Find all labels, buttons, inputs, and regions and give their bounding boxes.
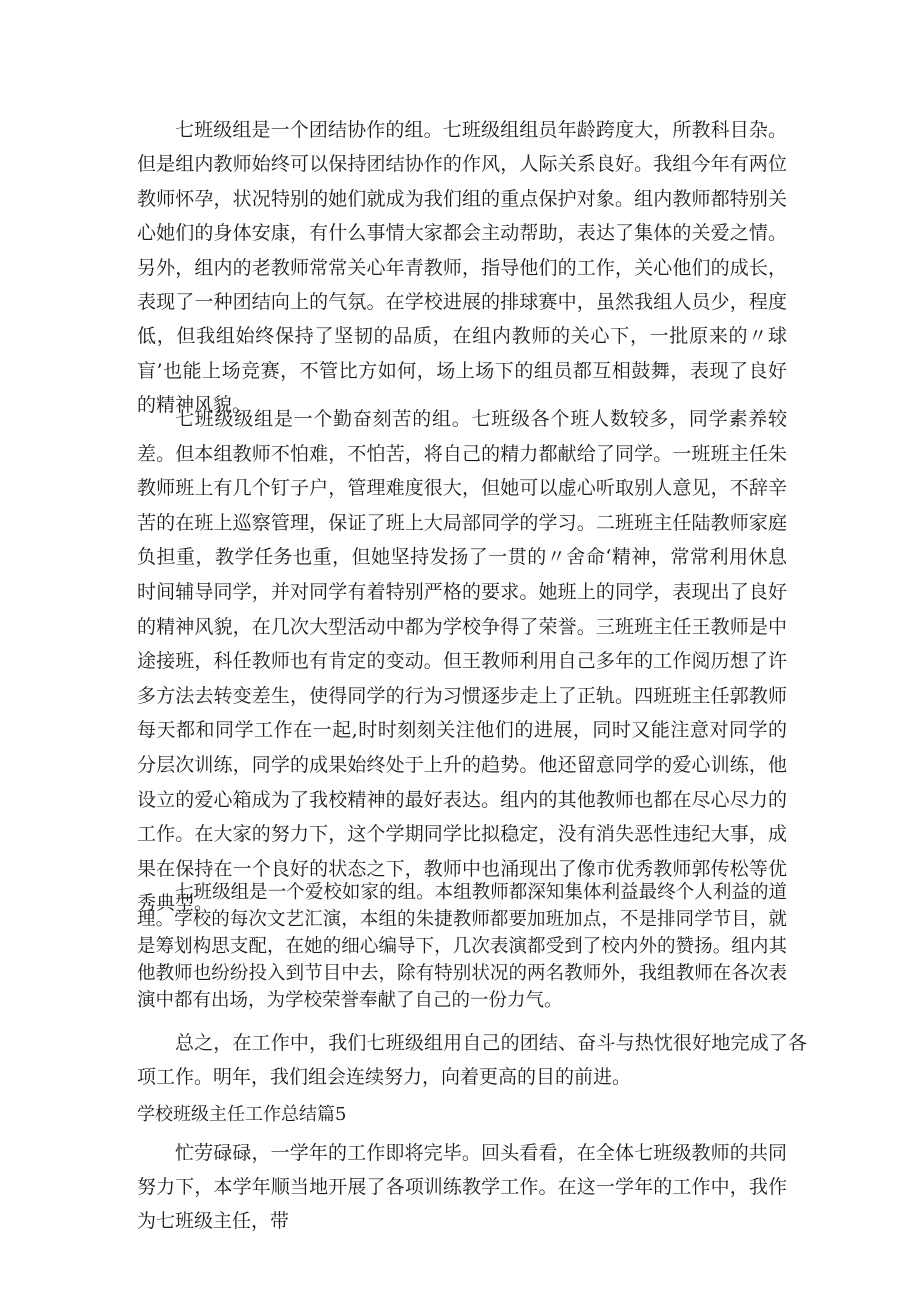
paragraph-love-school: 七班级组是一个爱校如家的组。本组教师都深知集体利益最终个人利益的道理。学校的每次文艺汇演，本组的朱捷教师都要加班加点，不是排同学节目，就是筹划构思支配，在她的细心编导下，几次表演都受到了校内外的赞扬。组内其他教师也纷纷投入到节目中去，除有特别状况的两名教师外，我组教师在各次表演中都有出场，为学校荣誉奉献了自己的一份力气。 [137, 882, 787, 1011]
paragraph-opening: 忙劳碌碌，一学年的工作即将完毕。回头看看，在全体七班级教师的共同努力下，本学年顺当地开展了各项训练教学工作。在这一学年的工作中，我作为七班级主任，带 [137, 1142, 787, 1232]
paragraph-teamwork: 七班级组是一个团结协作的组。七班级组组员年龄跨度大，所教科目杂。但是组内教师始终可以保持团结协作的作风，人际关系良好。我组今年有两位教师怀孕，状况特别的她们就成为我们组的重点保护对象。组内教师都特别关心她们的身体安康，有什么事情大家都会主动帮助，表达了集体的关爱之情。另外，组内的老教师常常关心年青教师，指导他们的工作，关心他们的成长，表现了一种团结向上的气氛。在学校进展的排球赛中，虽然我组人员少，程度低，但我组始终保持了坚韧的品质，在组内教师的关心下，一批原来的〃球盲’也能上场竞赛，不管比方如何，场上场下的组员都互相鼓舞，表现了良好的精神风貌。 [137, 119, 787, 417]
section-heading: 学校班级主任工作总结篇5 [137, 1104, 347, 1125]
paragraph-summary: 总之，在工作中，我们七班级组用自己的团结、奋斗与热忱很好地完成了各项工作。明年，我们组会连续努力，向着更高的目的前进。 [137, 1032, 807, 1088]
paragraph-diligence: 七班级级组是一个勤奋刻苦的组。七班级各个班人数较多，同学素养较差。但本组教师不怕难，不怕苦，将自己的精力都献给了同学。一班班主任朱教师班上有几个钉子户，管理难度很大，但她可以虚心听取别人意见，不辞辛苦的在班上巡察管理，保证了班上大局部同学的学习。二班班主任陆教师家庭负担重，教学任务也重，但她坚持发扬了一贯的〃舍命‘精神，常常利用休息时间辅导同学，并对同学有着特别严格的要求。她班上的同学，表现出了良好的精神风貌，在几次大型活动中都为学校争得了荣誉。三班班主任王教师是中途接班，科任教师也有肯定的变动。但王教师利用自己多年的工作阅历想了许多方法去转变差生，使得同学的行为习惯逐步走上了正轨。四班班主任郭教师每天都和同学工作在一起,时时刻刻关注他们的进展，同时又能注意对同学的分层次训练，同学的成果始终处于上升的趋势。他还留意同学的爱心训练，他设立的爱心箱成为了我校精神的最好表达。组内的其他教师也都在尽心尽力的工作。在大家的努力下，这个学期同学比拟稳定，没有消失恶性违纪大事，成果在保持在一个良好的状态之下，教师中也涌现出了像市优秀教师郭传松等优秀典型。 [137, 408, 787, 915]
